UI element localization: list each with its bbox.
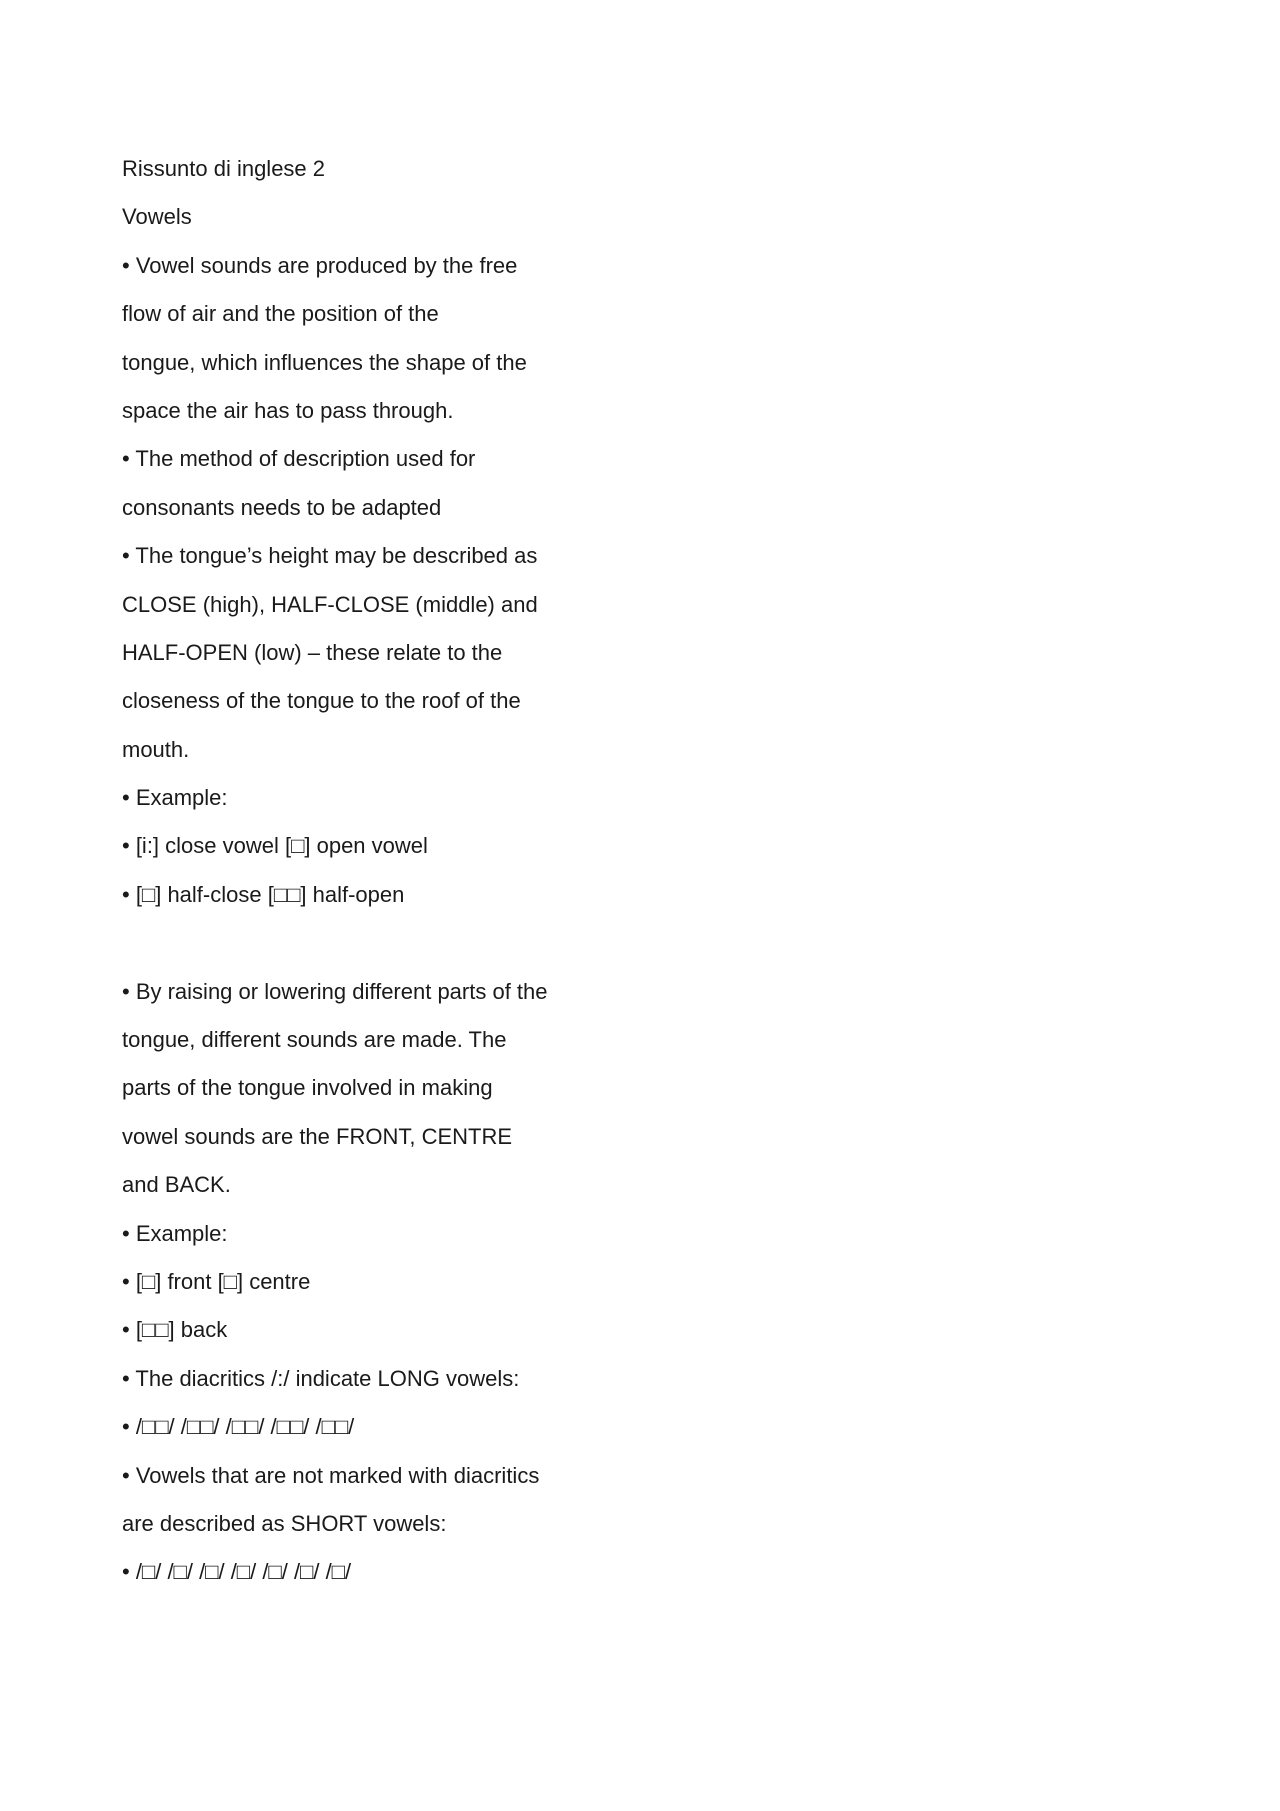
text-line: closeness of the tongue to the roof of the — [122, 688, 521, 714]
text-line: • Vowels that are not marked with diacritics — [122, 1462, 540, 1488]
document-body — [122, 145, 642, 1597]
text-line: • The diacritics /:/ indicate LONG vowels: — [122, 1365, 520, 1391]
text-line: • [□] half-close [□□] half-open — [122, 881, 405, 907]
text-line: • Vowel sounds are produced by the free — [122, 252, 518, 278]
blank-line — [122, 919, 642, 967]
text-line: tongue, which influences the shape of the — [122, 349, 527, 375]
text-line: and BACK. — [122, 1172, 231, 1198]
text-line: • The tongue’s height may be described as — [122, 543, 538, 569]
text-line: • Example: — [122, 1220, 228, 1246]
text-line: • /□□/ /□□/ /□□/ /□□/ /□□/ — [122, 1414, 355, 1440]
text-line: • [□] front [□] centre — [122, 1268, 311, 1294]
text-line: vowel sounds are the FRONT, CENTRE — [122, 1123, 513, 1149]
text-line: • The method of description used for — [122, 446, 476, 472]
text-line: • /□/ /□/ /□/ /□/ /□/ /□/ /□/ — [122, 1559, 352, 1585]
text-line: space the air has to pass through. — [122, 397, 454, 423]
document-title: Rissunto di inglese 2 — [122, 156, 326, 181]
text-line: • By raising or lowering different parts of the — [122, 978, 548, 1004]
text-line: tongue, different sounds are made. The — [122, 1027, 507, 1053]
text-line: • [i:] close vowel [□] open vowel — [122, 833, 428, 859]
text-line: • [□□] back — [122, 1317, 228, 1343]
section-heading: Vowels — [122, 204, 192, 230]
text-line: • Example: — [122, 785, 228, 811]
text-line: are described as SHORT vowels: — [122, 1510, 447, 1536]
text-line: flow of air and the position of the — [122, 301, 439, 327]
text-line: CLOSE (high), HALF-CLOSE (middle) and — [122, 591, 538, 617]
text-line: parts of the tongue involved in making — [122, 1075, 493, 1101]
text-line: mouth. — [122, 736, 190, 762]
text-line: HALF-OPEN (low) – these relate to the — [122, 639, 503, 665]
text-line: consonants needs to be adapted — [122, 494, 442, 520]
